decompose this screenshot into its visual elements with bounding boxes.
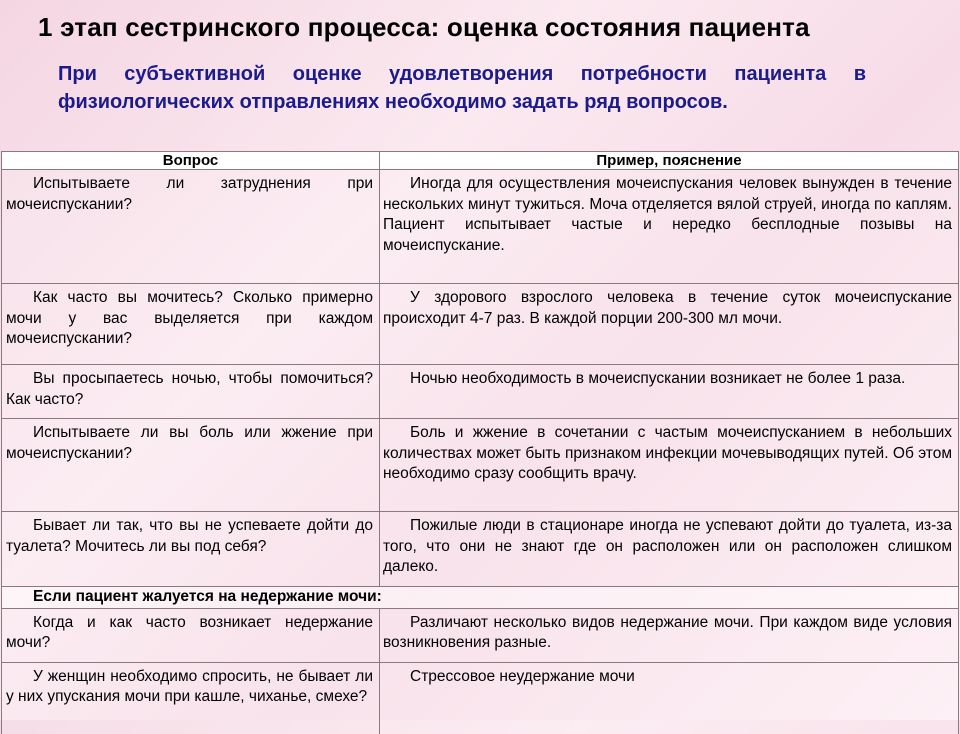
explanation-cell: Пожилые люди в стационаре иногда не успевают дойти до туалета, из-за того, что они не знают где он расположен или он расположен слишком далеко. — [380, 512, 959, 587]
subheading-row — [2, 586, 959, 608]
table-header-row — [2, 152, 959, 170]
question-cell: Вы просыпаетесь ночью, чтобы помочиться? Как часто? — [2, 365, 380, 419]
explanation-cell: У здорового взрослого человека в течение суток мочеиспускание происходит 4-7 раз. В каждой порции 200-300 мл мочи. — [380, 284, 959, 365]
column-header-explanation: Пример, пояснение — [380, 152, 959, 170]
table-row — [2, 170, 959, 284]
question-cell: Как часто вы мочитесь? Сколько примерно мочи у вас выделяется при каждом мочеиспускании? — [2, 284, 380, 365]
explanation-cell: Боль и жжение в сочетании с частым мочеиспусканием в небольших количествах может быть признаком инфекции мочевыводящих путей. Об этом необходимо сразу сообщить врачу. — [380, 419, 959, 512]
table-row — [2, 419, 959, 512]
table-row — [2, 365, 959, 419]
explanation-cell: Ночью необходимость в мочеиспускании возникает не более 1 раза. — [380, 365, 959, 419]
table-row — [2, 662, 959, 734]
table-row — [2, 608, 959, 662]
column-header-question: Вопрос — [2, 152, 380, 170]
question-cell: У женщин необходимо спросить, не бывает ли у них упускания мочи при кашле, чиханье, смехе? — [2, 662, 380, 734]
table-row — [2, 284, 959, 365]
explanation-cell: Стрессовое неудержание мочи — [380, 662, 959, 734]
subheading-text: Если пациент жалуется на недержание мочи: — [2, 586, 959, 608]
questions-table — [1, 151, 959, 734]
intro-text: При субъективной оценке удовлетворения потребности пациента в физиологических отправлениях необходимо задать ряд вопросов. — [58, 63, 866, 113]
table-row — [2, 512, 959, 587]
explanation-cell: Иногда для осуществления мочеиспускания человек вынужден в течение нескольких минут тужиться. Моча отделяется вялой струей, иногда по каплям. Пациент испытывает частые и нередко бесплодные позывы на мочеиспускание. — [380, 170, 959, 284]
explanation-cell: Различают несколько видов недержание мочи. При каждом виде условия возникновения разные. — [380, 608, 959, 662]
question-cell: Испытываете ли затруднения при мочеиспускании? — [2, 170, 380, 284]
question-cell: Бывает ли так, что вы не успеваете дойти до туалета? Мочитесь ли вы под себя? — [2, 512, 380, 587]
question-cell: Испытываете ли вы боль или жжение при мочеиспускании? — [2, 419, 380, 512]
slide-title: 1 этап сестринского процесса: оценка состояния пациента — [38, 12, 810, 42]
question-cell: Когда и как часто возникает недержание мочи? — [2, 608, 380, 662]
